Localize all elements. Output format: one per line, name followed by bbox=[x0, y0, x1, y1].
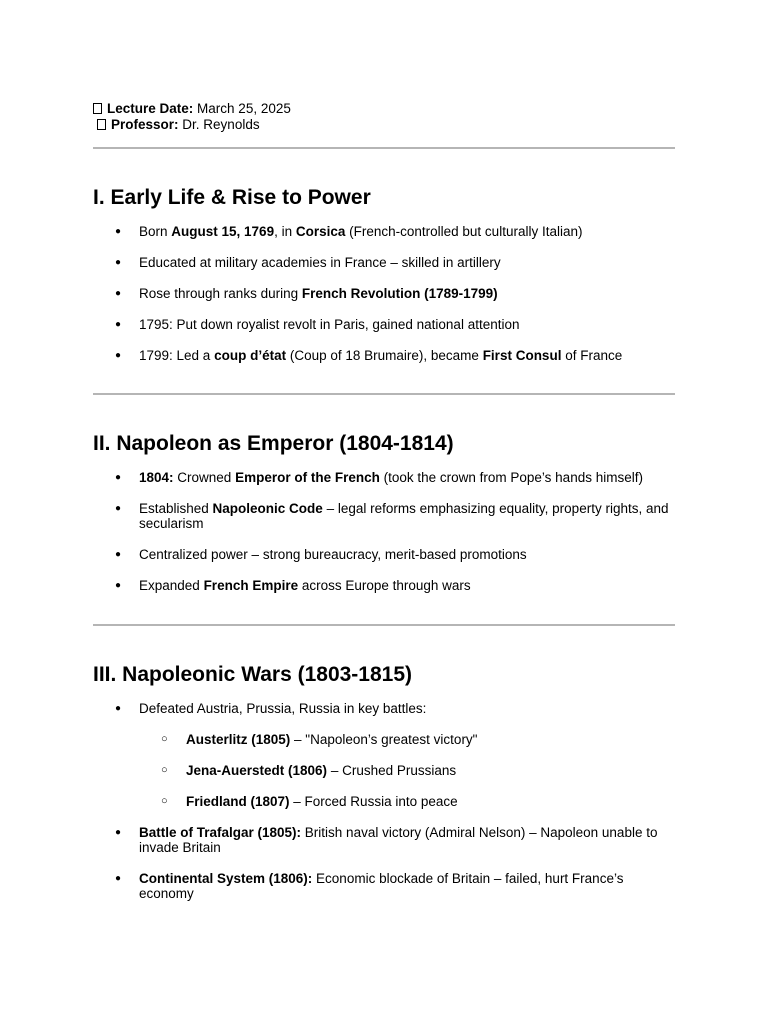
battle-sublist bbox=[139, 732, 675, 809]
list-item: ● Established Napoleonic Code – legal reforms emphasizing equality, property rights, and secularism bbox=[93, 501, 675, 531]
section-heading: I. Early Life & Rise to Power bbox=[93, 186, 371, 209]
missing-glyph-icon bbox=[93, 103, 102, 114]
list-item: ● 1804: Crowned Emperor of the French (took the crown from Pope’s hands himself) bbox=[93, 470, 675, 485]
list-item: ● 1795: Put down royalist revolt in Paris, gained national attention bbox=[93, 317, 675, 332]
lecture-date: Lecture Date: March 25, 2025 bbox=[93, 101, 675, 117]
divider bbox=[93, 624, 675, 626]
sublist-item: ○ Austerlitz (1805) – "Napoleon’s greatest victory" bbox=[93, 732, 675, 747]
lecture-meta bbox=[93, 101, 675, 133]
missing-glyph-icon bbox=[97, 119, 106, 130]
section-list bbox=[93, 701, 675, 901]
section-list bbox=[93, 224, 675, 363]
divider bbox=[93, 147, 675, 149]
list-item: ● Centralized power – strong bureaucracy, merit-based promotions bbox=[93, 547, 675, 562]
list-item: ● Born August 15, 1769, in Corsica (French-controlled but culturally Italian) bbox=[93, 224, 675, 239]
section-heading: II. Napoleon as Emperor (1804-1814) bbox=[93, 432, 454, 455]
list-item: ● Defeated Austria, Prussia, Russia in key battles: ○ Austerlitz (1805) – "Napoleon’s greatest victory" ○ Jena-Auerstedt (1806) – Crushed Prussians ○ Friedland (1807) – Forced Russia into peace bbox=[93, 701, 675, 809]
list-item: ● Continental System (1806): Economic blockade of Britain – failed, hurt France’s economy bbox=[93, 871, 675, 901]
lecture-notes bbox=[93, 101, 675, 901]
divider bbox=[93, 393, 675, 395]
list-item: ● Educated at military academies in France – skilled in artillery bbox=[93, 255, 675, 270]
sublist-item: ○ Jena-Auerstedt (1806) – Crushed Prussians bbox=[93, 763, 675, 778]
list-item: ● Rose through ranks during French Revolution (1789-1799) bbox=[93, 286, 675, 301]
sublist-item: ○ Friedland (1807) – Forced Russia into peace bbox=[93, 794, 675, 809]
section-list bbox=[93, 470, 675, 593]
list-item: ● 1799: Led a coup d’état (Coup of 18 Brumaire), became First Consul of France bbox=[93, 348, 675, 363]
list-item: ● Battle of Trafalgar (1805): British naval victory (Admiral Nelson) – Napoleon unable to invade Britain bbox=[93, 825, 675, 855]
professor: Professor: Dr. Reynolds bbox=[93, 117, 675, 133]
section-heading: III. Napoleonic Wars (1803-1815) bbox=[93, 663, 413, 686]
list-item: ● Expanded French Empire across Europe through wars bbox=[93, 578, 675, 593]
